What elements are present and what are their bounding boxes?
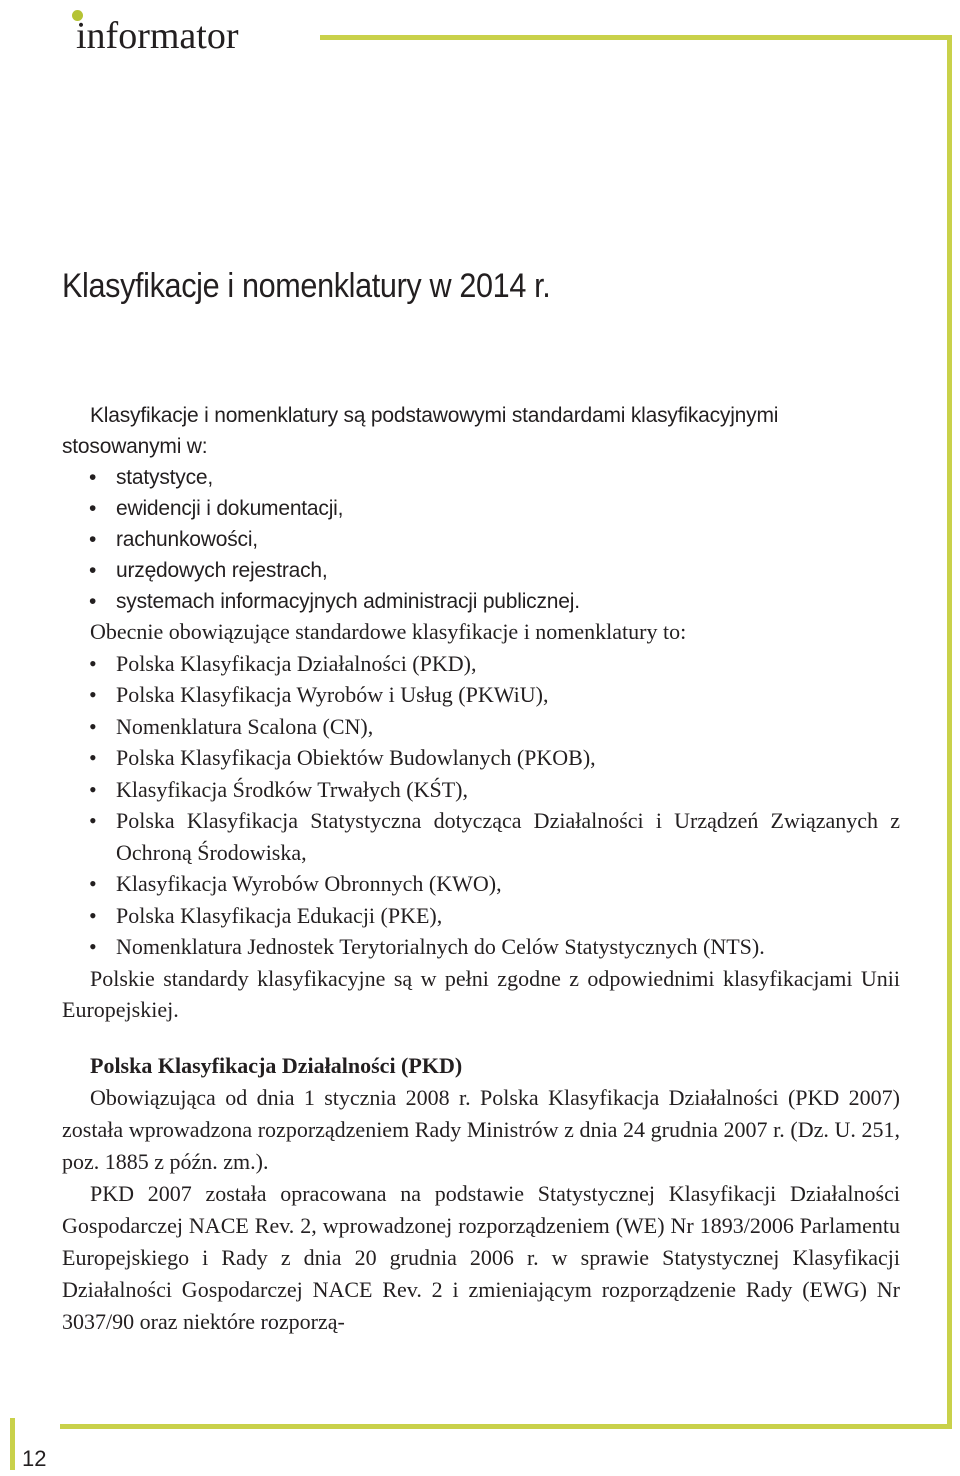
- list-item: • urzędowych rejestrach,: [62, 555, 900, 586]
- bullet-icon: •: [89, 590, 97, 613]
- list-item: • Polska Klasyfikacja Statystyczna dotycząca Działalności i Urządzeń Związanych z Ochroną Środowiska,: [62, 805, 900, 868]
- bullet-icon: •: [89, 871, 97, 896]
- frame-right-rule: [947, 35, 952, 1427]
- bullet-icon: •: [89, 713, 97, 739]
- frame-left-rule: [10, 1418, 15, 1470]
- list-item: • Polska Klasyfikacja Obiektów Budowlanych (PKOB),: [62, 742, 900, 774]
- section-heading: Polska Klasyfikacja Działalności (PKD): [90, 1053, 463, 1078]
- standards-closing: Polskie standardy klasyfikacyjne są w pełni zgodne z odpowiednimi klasyfikacjami Unii Europejskiej.: [62, 965, 900, 1022]
- list-item: • rachunkowości,: [62, 524, 900, 555]
- bullet-icon: •: [89, 902, 97, 928]
- list-item: • Polska Klasyfikacja Wyrobów i Usług (PKWiU),: [62, 679, 900, 711]
- list-item: • Klasyfikacja Środków Trwałych (KŚT),: [62, 774, 900, 806]
- page-title: Klasyfikacje i nomenklatury w 2014 r.: [62, 267, 551, 305]
- list-item: • systemach informacyjnych administracji publicznej.: [62, 586, 900, 617]
- frame-top-rule: [320, 35, 952, 40]
- bullet-icon: •: [89, 559, 97, 582]
- bullet-icon: •: [89, 682, 97, 707]
- bullet-icon: •: [89, 776, 97, 802]
- intro-section: [62, 400, 900, 617]
- brand-name: informator: [76, 15, 239, 57]
- standards-lead: Obecnie obowiązujące standardowe klasyfikacje i nomenklatury to:: [90, 619, 687, 644]
- list-item: • Nomenklatura Scalona (CN),: [62, 711, 900, 743]
- frame-bottom-rule: [60, 1424, 952, 1429]
- list-item: • Polska Klasyfikacja Działalności (PKD),: [62, 648, 900, 680]
- list-item: • Polska Klasyfikacja Edukacji (PKE),: [62, 900, 900, 932]
- intro-lead: Klasyfikacje i nomenklatury są podstawowymi standardami klasyfikacyjnymi stosowanymi w:: [62, 404, 779, 458]
- intro-list: [62, 462, 900, 617]
- bullet-icon: •: [89, 934, 97, 959]
- pkd-section: [62, 1050, 900, 1338]
- list-item: • ewidencji i dokumentacji,: [62, 493, 900, 524]
- bullet-icon: •: [89, 808, 97, 833]
- bullet-icon: •: [89, 497, 97, 520]
- standards-section: [62, 616, 900, 1026]
- page-number: 12: [22, 1446, 47, 1471]
- list-item: • Nomenklatura Jednostek Terytorialnych do Celów Statystycznych (NTS).: [62, 931, 900, 963]
- pkd-paragraph-1: Obowiązująca od dnia 1 stycznia 2008 r. Polska Klasyfikacja Działalności (PKD 2007) została wprowadzona rozporządzeniem Rady Ministrów z dnia 24 grudnia 2007 r. (Dz. U. 251, poz. 1885 z późn. zm.).: [62, 1085, 900, 1174]
- bullet-icon: •: [89, 528, 97, 551]
- bullet-icon: •: [89, 466, 97, 489]
- bullet-icon: •: [89, 745, 97, 770]
- list-item: • Klasyfikacja Wyrobów Obronnych (KWO),: [62, 868, 900, 900]
- bullet-icon: •: [89, 650, 97, 676]
- list-item: • statystyce,: [62, 462, 900, 493]
- standards-list: [62, 648, 900, 963]
- pkd-paragraph-2: PKD 2007 została opracowana na podstawie Statystycznej Klasyfikacji Działalności Gospodarczej NACE Rev. 2, wprowadzonej rozporządzeniem (WE) Nr 1893/2006 Parlamentu Europejskiego i Rady z dnia 20 grudnia 2006 r. w sprawie Statystycznej Klasyfikacji Działalności Gospodarczej NACE Rev. 2 i zmieniającym rozporządzenie Rady (EWG) Nr 3037/90 oraz niektóre rozporzą-: [62, 1181, 900, 1334]
